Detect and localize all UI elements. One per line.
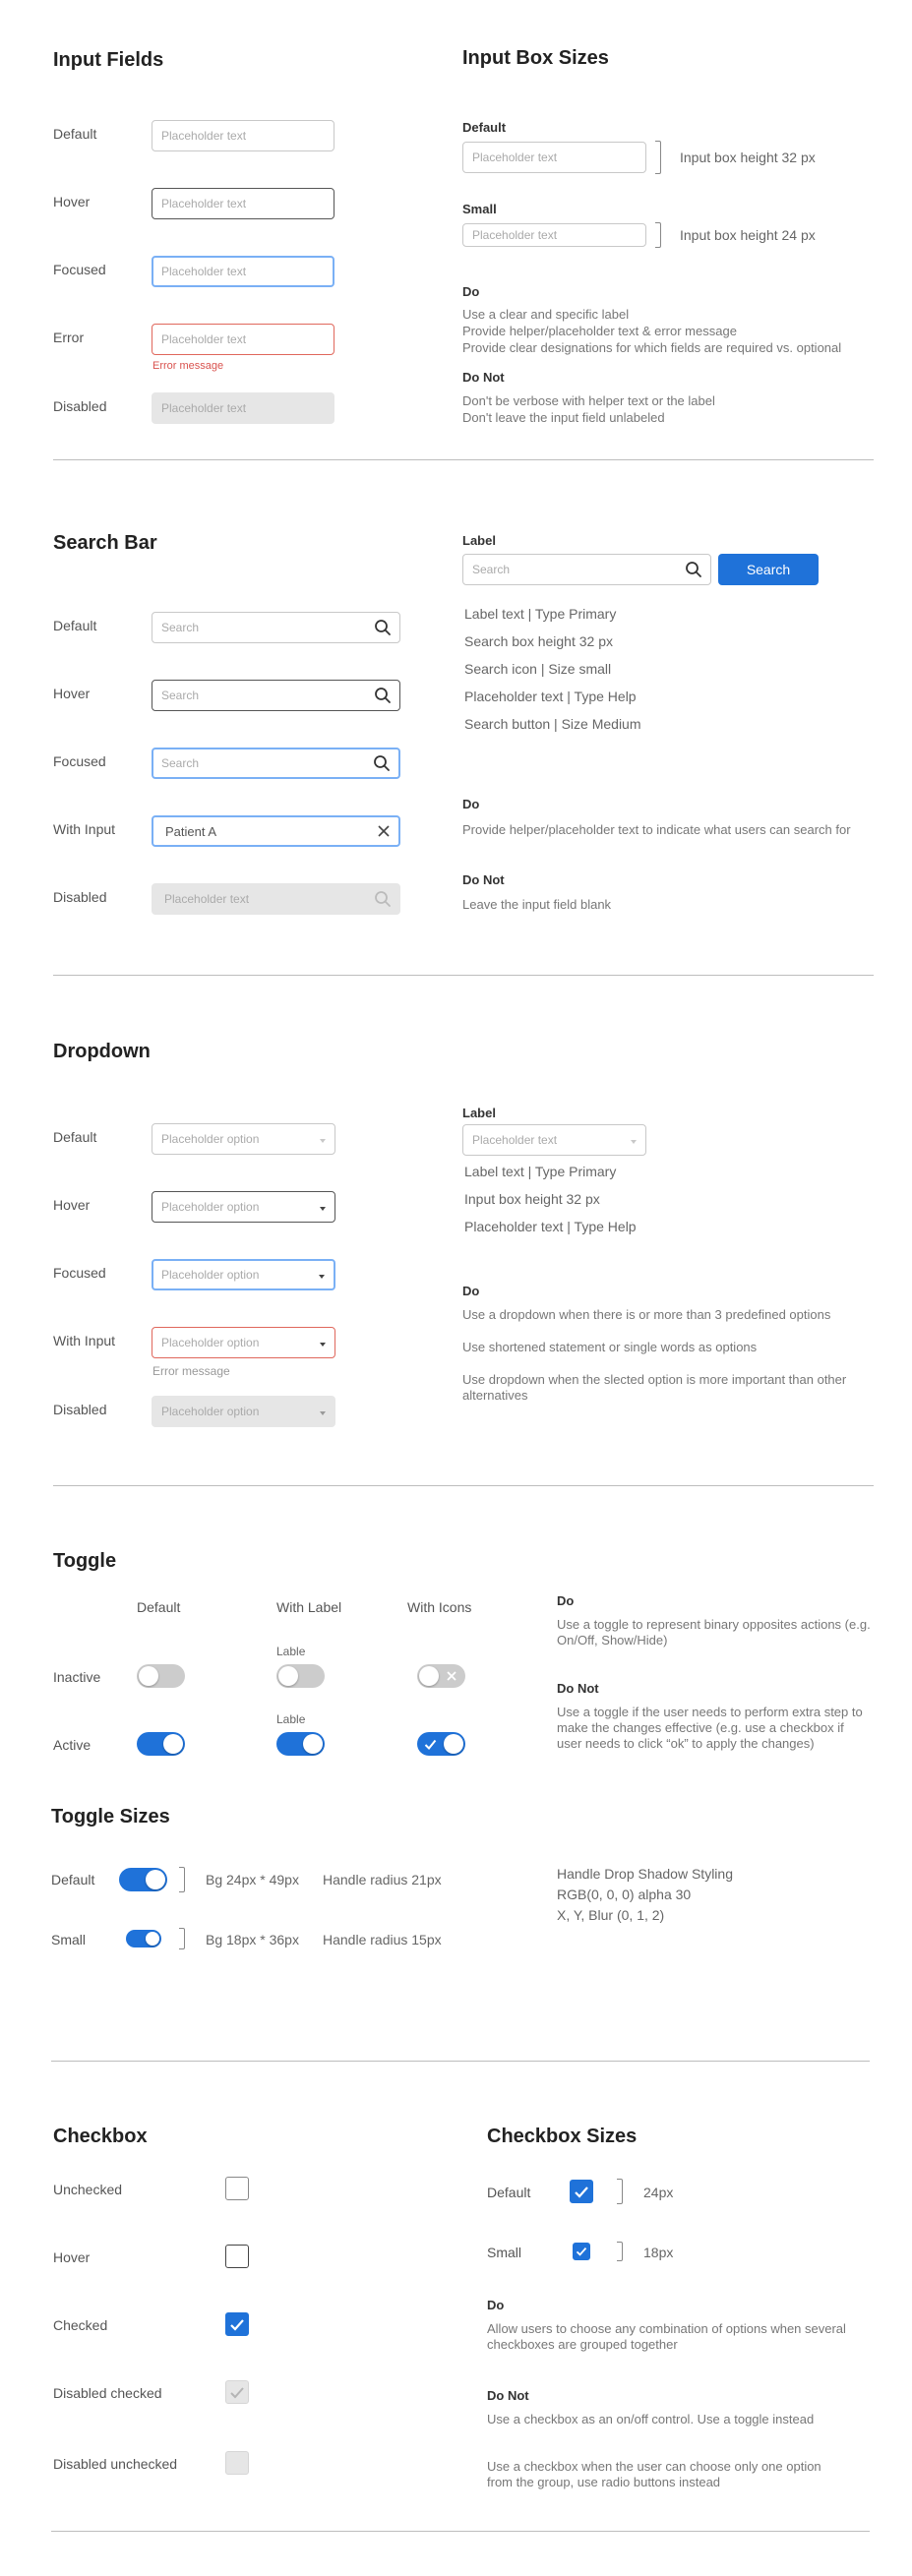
search-placeholder: Search [472,563,511,576]
input-placeholder: Placeholder text [161,129,247,143]
search-spec: Label text | Type Primary [464,606,617,622]
checkbox-title: Checkbox [53,2126,148,2147]
close-icon [446,1670,457,1682]
dropdown-default[interactable] [152,1123,335,1155]
search-icon[interactable] [685,561,702,578]
dropdown-example-label: Label [462,1106,496,1120]
dropdown-placeholder: Placeholder option [161,1336,260,1349]
search-do-text: Provide helper/placeholder text to indicate what users can search for [462,822,851,837]
toggle-donot-text: Use a toggle if the user needs to perform extra step to make the changes effective (e.g. use a checkbox if user needs to click “ok” to apply the changes) [557,1705,863,1751]
search-disabled [152,883,400,915]
size-bracket [655,141,661,174]
check-icon [423,1738,437,1750]
toggle-size-default-label: Default [51,1872,95,1887]
checkbox-hover-label: Hover [53,2249,91,2265]
dropdown-do-title: Do [462,1284,480,1298]
dropdown-placeholder: Placeholder option [161,1132,260,1146]
chevron-down-icon [320,1139,326,1143]
search-placeholder: Placeholder text [164,892,250,906]
dropdown-default-label: Default [53,1129,97,1145]
input-focused[interactable] [152,256,334,287]
input-do-item: Provide helper/placeholder text & error message [462,324,737,338]
toggle-inactive-icons[interactable] [417,1664,465,1688]
search-spec: Search icon | Size small [464,661,612,677]
dropdown-title: Dropdown [53,1041,151,1062]
size-default-spec: Input box height 32 px [680,150,816,165]
checkbox-size-default-spec: 24px [643,2185,674,2200]
dropdown-placeholder: Placeholder option [161,1200,260,1214]
size-bracket [655,222,661,248]
toggle-size-default-bg: Bg 24px * 49px [206,1872,299,1887]
checkbox-size-default[interactable] [570,2180,593,2203]
checkbox-size-small-spec: 18px [643,2245,674,2260]
search-default-label: Default [53,618,97,633]
size-small-input[interactable] [462,223,646,247]
dropdown-do-item: Use shortened statement or single words as options [462,1340,758,1354]
input-disabled-label: Disabled [53,398,107,414]
checkbox-donot-title: Do Not [487,2388,529,2403]
checkbox-disabled-unchecked-label: Disabled unchecked [53,2456,178,2472]
input-error[interactable] [152,324,334,355]
dropdown-with-input-label: With Input [53,1333,116,1348]
input-placeholder: Placeholder text [161,197,247,210]
checkbox-do-text: Allow users to choose any combination of options when several checkboxes are grouped together [487,2321,846,2352]
search-spec: Search button | Size Medium [464,716,641,732]
search-hover-label: Hover [53,686,91,701]
check-icon [229,2386,245,2399]
input-placeholder: Placeholder text [161,401,247,415]
dropdown-placeholder: Placeholder option [161,1268,260,1282]
input-error-message: Error message [152,360,224,372]
toggle-active-default[interactable] [137,1732,185,1756]
dropdown-disabled-label: Disabled [53,1402,107,1417]
dropdown-do-item: Use dropdown when the slected option is more important than other alternatives [462,1372,847,1403]
input-focused-label: Focused [53,262,106,277]
input-default-label: Default [53,126,97,142]
input-hover[interactable] [152,188,334,219]
shadow-spec: Handle Drop Shadow Styling [557,1866,733,1882]
size-small-spec: Input box height 24 px [680,227,816,243]
dropdown-placeholder: Placeholder option [161,1405,260,1418]
chevron-down-icon [631,1140,637,1144]
toggle-do-text: Use a toggle to represent binary opposites actions (e.g. On/Off, Show/Hide) [557,1617,871,1647]
check-icon [576,2247,587,2256]
input-do-item: Use a clear and specific label [462,307,630,322]
search-donot-text: Leave the input field blank [462,897,612,912]
checkbox-size-default-label: Default [487,2185,531,2200]
input-default[interactable] [152,120,334,151]
search-example-input[interactable] [462,554,711,585]
search-placeholder: Search [161,689,200,702]
checkbox-unchecked-label: Unchecked [53,2182,123,2197]
checkbox-checked-label: Checked [53,2317,108,2333]
toggle-knob [163,1734,183,1754]
input-donot-item: Don't be verbose with helper text or the label [462,393,715,408]
toggle-inline-label: Lable [276,1645,306,1658]
toggle-column-header: With Label [276,1599,342,1615]
search-button[interactable]: Search [718,554,819,585]
input-sizes-title: Input Box Sizes [462,47,609,69]
toggle-inactive-default[interactable] [137,1664,185,1688]
toggle-sizes-title: Toggle Sizes [51,1806,170,1827]
search-placeholder: Search [161,621,200,634]
search-icon[interactable] [373,754,391,772]
dropdown-spec: Label text | Type Primary [464,1164,617,1179]
checkbox-disabled-checked [225,2380,249,2404]
check-icon [574,2186,589,2198]
size-bracket [179,1867,185,1892]
toggle-knob [139,1666,158,1686]
input-error-label: Error [53,329,85,345]
toggle-knob [303,1734,323,1754]
search-placeholder: Search [161,756,200,770]
size-default-input[interactable] [462,142,646,173]
toggle-donot-title: Do Not [557,1681,599,1696]
toggle-size-default[interactable] [119,1868,167,1891]
toggle-column-header: Default [137,1599,181,1615]
search-do-title: Do [462,797,480,811]
checkbox-donot-item: Use a checkbox when the user can choose only one option from the group, use radio buttons instead [487,2459,821,2489]
toggle-row-active: Active [53,1737,91,1753]
dropdown-hover-label: Hover [53,1197,91,1213]
clear-icon[interactable] [377,824,391,838]
search-hover[interactable] [152,680,400,711]
section-divider [53,975,874,976]
input-placeholder: Placeholder text [161,332,247,346]
dropdown-with-input[interactable] [152,1327,335,1358]
checkbox-unchecked[interactable] [225,2177,249,2200]
size-bracket [617,2179,623,2204]
input-do-item: Provide clear designations for which fields are required vs. optional [462,340,842,355]
toggle-size-small-radius: Handle radius 15px [323,1932,442,1947]
search-with-input-label: With Input [53,821,116,837]
size-small-label: Small [462,202,497,216]
shadow-spec: RGB(0, 0, 0) alpha 30 [557,1887,692,1902]
chevron-down-icon [320,1411,326,1415]
toggle-knob [278,1666,298,1686]
check-icon [229,2318,245,2331]
input-donot-title: Do Not [462,370,505,385]
dropdown-hover[interactable] [152,1191,335,1223]
search-focused-label: Focused [53,753,106,769]
search-disabled-label: Disabled [53,889,107,905]
chevron-down-icon [319,1275,325,1279]
search-default[interactable] [152,612,400,643]
search-example-label: Label [462,533,496,548]
search-value: Patient A [165,823,217,839]
search-spec: Placeholder text | Type Help [464,689,637,704]
toggle-knob [146,1932,159,1946]
toggle-size-default-radius: Handle radius 21px [323,1872,442,1887]
input-do-title: Do [462,284,480,299]
section-divider [53,459,874,460]
size-bracket [179,1928,185,1949]
toggle-knob [444,1734,463,1754]
shadow-spec: X, Y, Blur (0, 1, 2) [557,1907,665,1923]
toggle-inline-label: Lable [276,1712,306,1726]
checkbox-checked[interactable] [225,2312,249,2336]
input-fields-title: Input Fields [53,49,164,71]
chevron-down-icon [320,1343,326,1347]
input-disabled [152,392,334,424]
dropdown-focused-label: Focused [53,1265,106,1281]
checkbox-size-small[interactable] [573,2243,590,2260]
toggle-knob [146,1870,165,1889]
search-donot-title: Do Not [462,872,505,887]
input-placeholder: Placeholder text [472,228,558,242]
toggle-column-header: With Icons [407,1599,472,1615]
dropdown-spec: Placeholder text | Type Help [464,1219,637,1234]
chevron-down-icon [320,1207,326,1211]
checkbox-do-title: Do [487,2298,505,2312]
toggle-size-small-bg: Bg 18px * 36px [206,1932,299,1947]
input-placeholder: Placeholder text [161,265,247,278]
search-icon[interactable] [374,687,392,704]
size-default-label: Default [462,120,507,135]
toggle-active-icons[interactable] [417,1732,465,1756]
dropdown-disabled [152,1396,335,1427]
section-divider [51,2531,870,2532]
toggle-size-small[interactable] [126,1930,161,1947]
section-divider [53,1485,874,1486]
dropdown-error-message: Error message [152,1364,230,1378]
dropdown-focused[interactable] [152,1259,335,1290]
search-spec: Search box height 32 px [464,633,613,649]
dropdown-do-item: Use a dropdown when there is or more than 3 predefined options [462,1307,831,1322]
search-bar-title: Search Bar [53,532,157,554]
input-placeholder: Placeholder text [472,150,558,164]
dropdown-placeholder: Placeholder text [472,1133,558,1147]
dropdown-spec: Input box height 32 px [464,1191,600,1207]
search-icon [374,890,392,908]
toggle-size-small-label: Small [51,1932,87,1947]
toggle-title: Toggle [53,1550,117,1572]
search-with-input[interactable] [152,815,400,847]
checkbox-size-small-label: Small [487,2245,522,2260]
toggle-active-label[interactable] [276,1732,325,1756]
toggle-knob [419,1666,439,1686]
toggle-do-title: Do [557,1593,575,1608]
search-focused[interactable] [152,748,400,779]
input-donot-item: Don't leave the input field unlabeled [462,410,665,425]
checkbox-hover[interactable] [225,2245,249,2268]
section-divider [51,2061,870,2062]
checkbox-disabled-unchecked [225,2451,249,2475]
toggle-inactive-label[interactable] [276,1664,325,1688]
toggle-row-inactive: Inactive [53,1669,101,1685]
checkbox-donot-item: Use a checkbox as an on/off control. Use a toggle instead [487,2412,815,2426]
checkbox-sizes-title: Checkbox Sizes [487,2126,638,2147]
checkbox-disabled-checked-label: Disabled checked [53,2385,162,2401]
input-hover-label: Hover [53,194,91,210]
search-icon[interactable] [374,619,392,636]
dropdown-example[interactable] [462,1124,646,1156]
size-bracket [617,2242,623,2261]
